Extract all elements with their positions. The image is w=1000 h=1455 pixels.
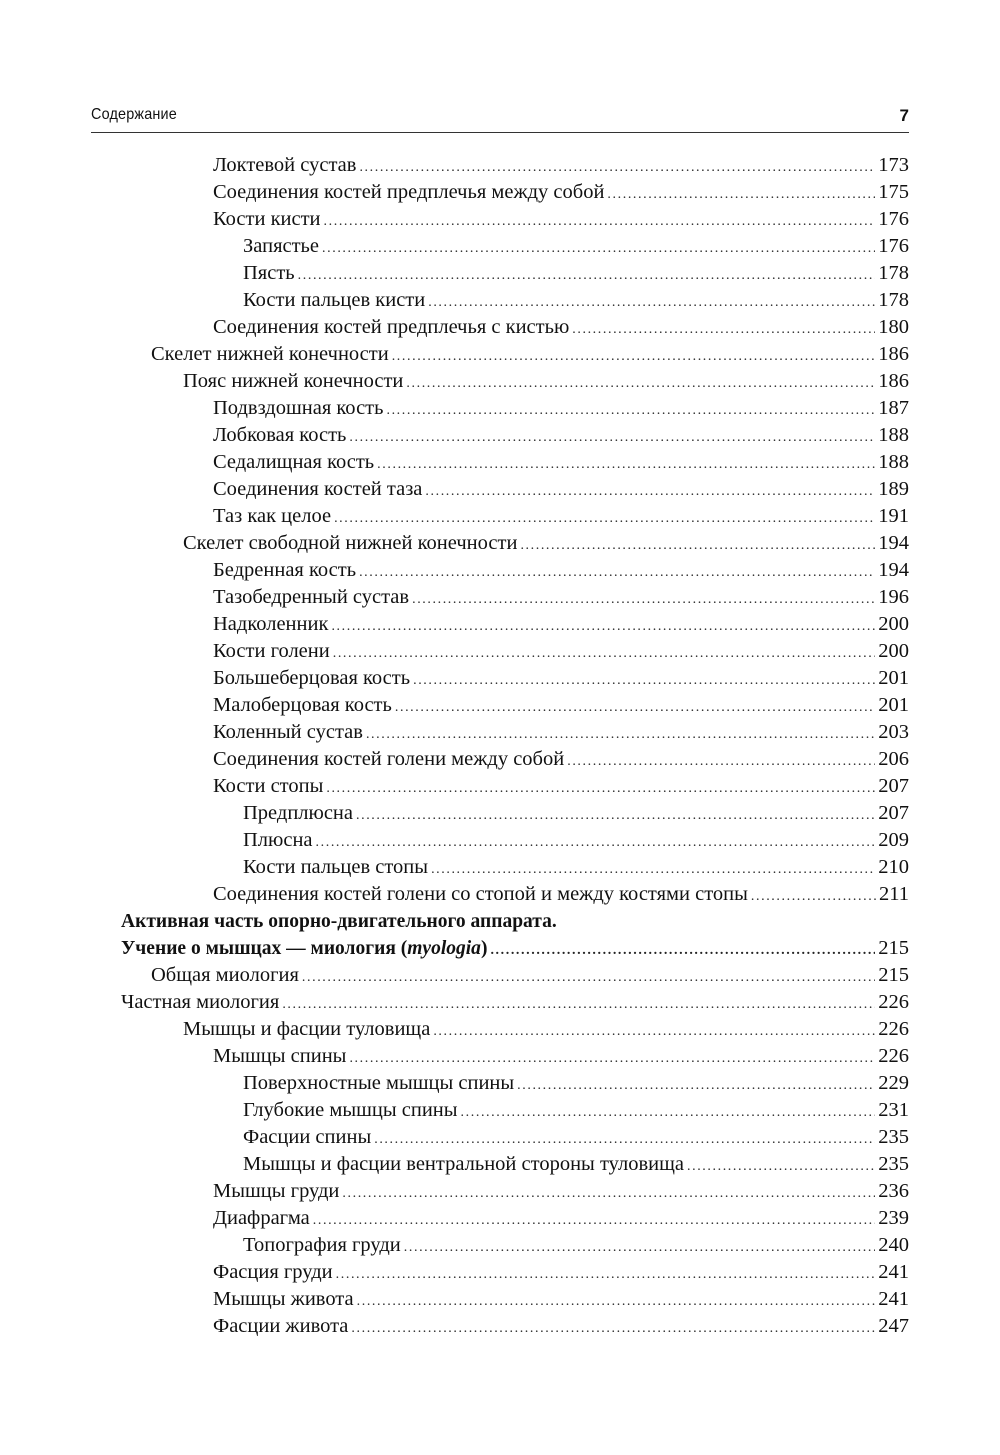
toc-entry-page: 211 bbox=[879, 883, 909, 905]
toc-entry-title: Кости пальцев кисти bbox=[243, 289, 426, 311]
dot-leader bbox=[333, 640, 876, 667]
toc-entry bbox=[91, 962, 909, 989]
toc-entry-title: Запястье bbox=[243, 235, 320, 257]
toc-entry bbox=[91, 719, 909, 746]
page-number: 7 bbox=[899, 106, 909, 125]
toc-entry-page: 191 bbox=[878, 505, 909, 527]
toc-entry-page: 176 bbox=[878, 235, 909, 257]
dot-leader bbox=[282, 991, 875, 1018]
toc-entry-page: 180 bbox=[878, 316, 909, 338]
toc-entry-title: Надколенник bbox=[213, 613, 329, 635]
toc-entry-title: Общая миология bbox=[151, 964, 299, 986]
toc-entry-page: 209 bbox=[878, 829, 909, 851]
toc-entry-page: 240 bbox=[878, 1234, 909, 1256]
toc-entry-page: 196 bbox=[878, 586, 909, 608]
section-heading-title: Учение о мышцах — миология (myologia) bbox=[121, 938, 488, 959]
toc-entry bbox=[91, 773, 909, 800]
toc-entry bbox=[91, 827, 909, 854]
dot-leader bbox=[359, 154, 875, 181]
dot-leader bbox=[331, 613, 875, 640]
toc-entry-title: Предплюсна bbox=[243, 802, 353, 824]
toc-entry bbox=[91, 1016, 909, 1043]
running-head: Содержание bbox=[91, 106, 177, 123]
toc-entry-title: Мышцы груди bbox=[213, 1180, 340, 1202]
toc-entry bbox=[91, 179, 909, 206]
toc-entry-page: 186 bbox=[878, 370, 909, 392]
toc-entry-title: Фасции живота bbox=[213, 1315, 349, 1337]
dot-leader bbox=[520, 532, 875, 559]
toc-entry-page: 241 bbox=[878, 1261, 909, 1283]
toc-entry bbox=[91, 638, 909, 665]
toc-entry-title: Большеберцовая кость bbox=[213, 667, 411, 689]
toc-entry bbox=[91, 1043, 909, 1070]
toc-entry-page: 201 bbox=[878, 694, 909, 716]
dot-leader bbox=[357, 1288, 876, 1315]
dot-leader bbox=[366, 721, 875, 748]
toc-entry-title: Пояс нижней конечности bbox=[183, 370, 404, 392]
toc-entry-page: 186 bbox=[878, 343, 909, 365]
section-heading-line2 bbox=[91, 935, 909, 962]
dot-leader bbox=[431, 856, 875, 883]
toc-entry-page: 241 bbox=[878, 1288, 909, 1310]
dot-leader bbox=[751, 883, 876, 910]
dot-leader bbox=[298, 262, 876, 289]
toc-entry bbox=[91, 584, 909, 611]
toc-entry-title: Пясть bbox=[243, 262, 295, 284]
dot-leader bbox=[356, 802, 875, 829]
toc-entry-title: Мышцы и фасции туловища bbox=[183, 1018, 431, 1040]
toc-entry-title: Плюсна bbox=[243, 829, 313, 851]
toc-entry-title: Коленный сустав bbox=[213, 721, 363, 743]
toc-entry bbox=[91, 503, 909, 530]
toc-entry bbox=[91, 368, 909, 395]
toc-entry-page: 201 bbox=[878, 667, 909, 689]
toc-entry-page: 215 bbox=[878, 964, 909, 986]
toc-entry bbox=[91, 800, 909, 827]
toc-entry bbox=[91, 989, 909, 1016]
toc-entry-title: Топография груди bbox=[243, 1234, 401, 1256]
toc-entry bbox=[91, 530, 909, 557]
toc-entry-title: Кости стопы bbox=[213, 775, 324, 797]
dot-leader bbox=[607, 181, 875, 208]
dot-leader bbox=[395, 694, 875, 721]
toc-entry-title: Локтевой сустав bbox=[213, 154, 357, 176]
dot-leader bbox=[490, 937, 875, 964]
toc-entry bbox=[91, 1313, 909, 1340]
toc-entry bbox=[91, 1124, 909, 1151]
toc-entry bbox=[91, 881, 909, 908]
toc-entry-page: 178 bbox=[878, 289, 909, 311]
toc-entry-title: Соединения костей таза bbox=[213, 478, 423, 500]
dot-leader bbox=[334, 505, 875, 532]
toc-entry bbox=[91, 341, 909, 368]
dot-leader bbox=[413, 667, 875, 694]
toc-entry bbox=[91, 1070, 909, 1097]
toc-entry-page: 226 bbox=[878, 1018, 909, 1040]
toc-entry-title: Соединения костей предплечья с кистью bbox=[213, 316, 570, 338]
toc-entry-title: Соединения костей голени со стопой и между костями стопы bbox=[213, 883, 748, 905]
toc-entry-page: 247 bbox=[878, 1315, 909, 1337]
dot-leader bbox=[359, 559, 875, 586]
dot-leader bbox=[406, 370, 875, 397]
toc-entry-page: 229 bbox=[878, 1072, 909, 1094]
toc-entry-title: Кости кисти bbox=[213, 208, 321, 230]
toc-entry-page: 200 bbox=[878, 613, 909, 635]
toc-entry-page: 231 bbox=[878, 1099, 909, 1121]
toc-entry-page: 188 bbox=[878, 424, 909, 446]
toc-entry-title: Лобковая кость bbox=[213, 424, 347, 446]
toc-entry-title: Диафрагма bbox=[213, 1207, 310, 1229]
toc-entry bbox=[91, 206, 909, 233]
toc-entry-title: Мышцы и фасции вентральной стороны туловища bbox=[243, 1153, 684, 1175]
toc-entry bbox=[91, 449, 909, 476]
toc-entry bbox=[91, 395, 909, 422]
toc-entry-page: 175 bbox=[878, 181, 909, 203]
toc-entry-title: Мышцы спины bbox=[213, 1045, 347, 1067]
section-heading-line1 bbox=[91, 908, 909, 935]
dot-leader bbox=[374, 1126, 875, 1153]
toc-entry-page: 187 bbox=[878, 397, 909, 419]
toc-entry-page: 176 bbox=[878, 208, 909, 230]
toc-entry-page: 207 bbox=[878, 775, 909, 797]
toc-entry bbox=[91, 152, 909, 179]
toc-entry-page: 178 bbox=[878, 262, 909, 284]
toc-entry-page: 200 bbox=[878, 640, 909, 662]
toc-entry-title: Кости голени bbox=[213, 640, 330, 662]
toc-entry-title: Частная миология bbox=[121, 991, 280, 1013]
dot-leader bbox=[349, 424, 875, 451]
dot-leader bbox=[336, 1261, 876, 1288]
toc-entry-title: Поверхностные мышцы спины bbox=[243, 1072, 515, 1094]
dot-leader bbox=[342, 1180, 875, 1207]
toc-entry-page: 210 bbox=[878, 856, 909, 878]
toc-entry-title: Соединения костей голени между собой bbox=[213, 748, 565, 770]
dot-leader bbox=[377, 451, 875, 478]
toc-entry bbox=[91, 1178, 909, 1205]
dot-leader bbox=[425, 478, 875, 505]
toc-entry-title: Мышцы живота bbox=[213, 1288, 354, 1310]
dot-leader bbox=[386, 397, 875, 424]
table-of-contents bbox=[91, 152, 909, 1340]
toc-entry-title: Бедренная кость bbox=[213, 559, 357, 581]
toc-entry bbox=[91, 476, 909, 503]
toc-entry-page: 194 bbox=[878, 559, 909, 581]
dot-leader bbox=[322, 235, 875, 262]
toc-entry bbox=[91, 557, 909, 584]
toc-entry-page: 173 bbox=[878, 154, 909, 176]
page-header bbox=[91, 106, 909, 133]
dot-leader bbox=[392, 343, 876, 370]
toc-entry bbox=[91, 422, 909, 449]
dot-leader bbox=[572, 316, 875, 343]
dot-leader bbox=[302, 964, 875, 991]
toc-entry bbox=[91, 233, 909, 260]
section-heading-page: 215 bbox=[878, 937, 909, 959]
toc-entry-page: 189 bbox=[878, 478, 909, 500]
toc-entry-page: 203 bbox=[878, 721, 909, 743]
dot-leader bbox=[461, 1099, 876, 1126]
toc-entry-page: 226 bbox=[878, 991, 909, 1013]
toc-entry-title: Подвздошная кость bbox=[213, 397, 384, 419]
dot-leader bbox=[324, 208, 876, 235]
toc-entry-title: Фасции спины bbox=[243, 1126, 372, 1148]
toc-entry-page: 188 bbox=[878, 451, 909, 473]
toc-entry-page: 239 bbox=[878, 1207, 909, 1229]
toc-entry-page: 235 bbox=[878, 1153, 909, 1175]
toc-entry-page: 235 bbox=[878, 1126, 909, 1148]
toc-entry bbox=[91, 692, 909, 719]
toc-entry bbox=[91, 1232, 909, 1259]
dot-leader bbox=[687, 1153, 875, 1180]
toc-entry bbox=[91, 746, 909, 773]
toc-entry-page: 194 bbox=[878, 532, 909, 554]
dot-leader bbox=[428, 289, 875, 316]
toc-entry bbox=[91, 287, 909, 314]
toc-entry bbox=[91, 1097, 909, 1124]
dot-leader bbox=[316, 829, 876, 856]
toc-entry-title: Скелет нижней конечности bbox=[151, 343, 389, 365]
latin-term: myologia bbox=[407, 938, 481, 959]
toc-entry bbox=[91, 1259, 909, 1286]
toc-entry-title: Глубокие мышцы спины bbox=[243, 1099, 458, 1121]
toc-entry-title: Таз как целое bbox=[213, 505, 332, 527]
toc-entry bbox=[91, 1151, 909, 1178]
toc-entry-title: Соединения костей предплечья между собой bbox=[213, 181, 605, 203]
dot-leader bbox=[351, 1315, 875, 1342]
toc-entry-page: 236 bbox=[878, 1180, 909, 1202]
dot-leader bbox=[433, 1018, 875, 1045]
dot-leader bbox=[517, 1072, 875, 1099]
dot-leader bbox=[349, 1045, 875, 1072]
toc-entry-page: 226 bbox=[878, 1045, 909, 1067]
dot-leader bbox=[412, 586, 875, 613]
dot-leader bbox=[313, 1207, 875, 1234]
dot-leader bbox=[567, 748, 875, 775]
toc-entry-title: Тазобедренный сустав bbox=[213, 586, 410, 608]
dot-leader bbox=[404, 1234, 875, 1261]
toc-entry bbox=[91, 1286, 909, 1313]
toc-entry bbox=[91, 611, 909, 638]
toc-entry-title: Кости пальцев стопы bbox=[243, 856, 429, 878]
dot-leader bbox=[326, 775, 875, 802]
toc-entry-title: Малоберцовая кость bbox=[213, 694, 392, 716]
toc-entry bbox=[91, 854, 909, 881]
toc-entry bbox=[91, 1205, 909, 1232]
toc-entry-title: Скелет свободной нижней конечности bbox=[183, 532, 518, 554]
toc-entry bbox=[91, 314, 909, 341]
toc-entry-title: Седалищная кость bbox=[213, 451, 375, 473]
toc-entry-page: 207 bbox=[878, 802, 909, 824]
section-heading-text: Активная часть опорно-двигательного аппарата. bbox=[121, 911, 557, 932]
toc-entry bbox=[91, 260, 909, 287]
toc-entry-page: 206 bbox=[878, 748, 909, 770]
toc-entry bbox=[91, 665, 909, 692]
toc-entry-title: Фасция груди bbox=[213, 1261, 333, 1283]
